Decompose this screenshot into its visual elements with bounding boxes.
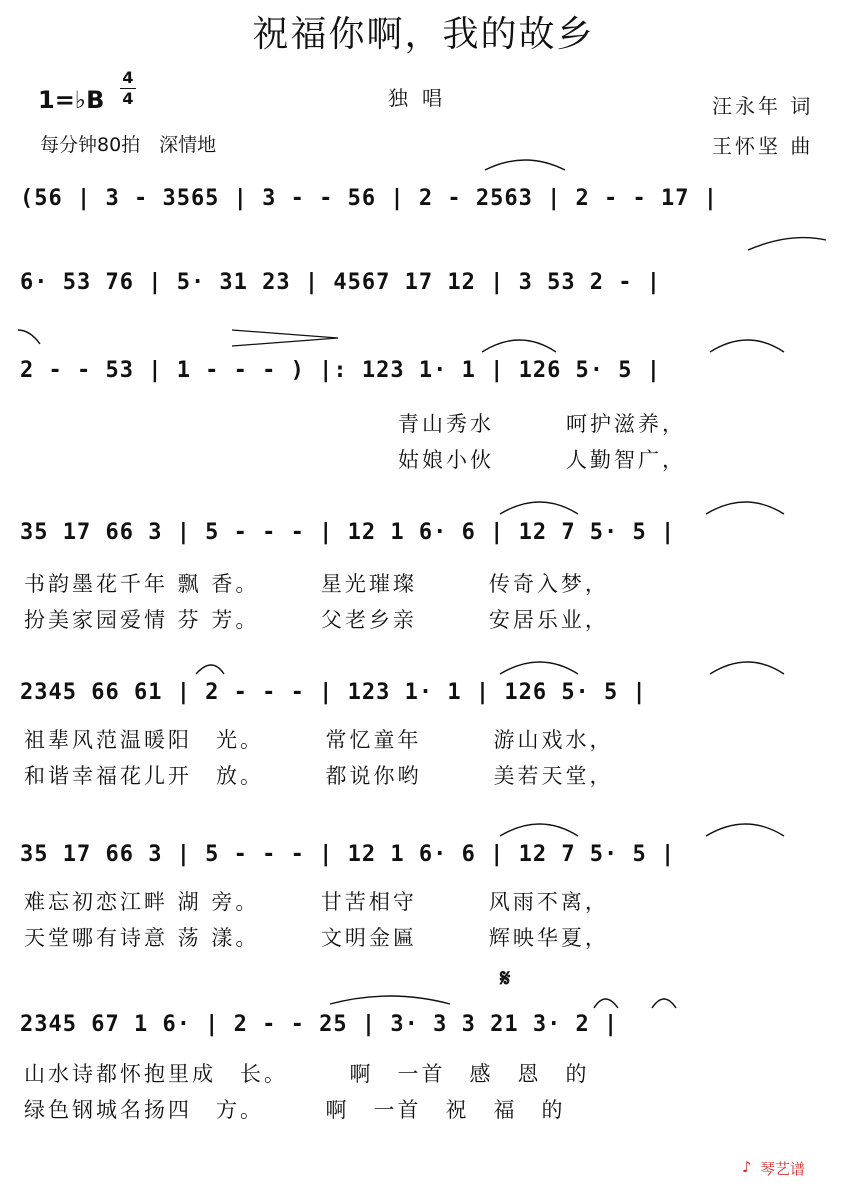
slur-line5-a [196, 665, 224, 674]
tie-line3-a [482, 340, 556, 352]
score-line-7-lyrics-verse-2: 绿色钢城名扬四 方。 啊 一首 祝 福 的 [24, 1098, 566, 1122]
tie-line6-b [706, 824, 784, 836]
tie-line5-b [500, 662, 578, 674]
tie-line3-b [710, 340, 784, 352]
score-line-3-lyrics-verse-1: 青山秀水 呵护滋养， [398, 412, 686, 436]
meter-top: 4 [122, 68, 134, 87]
hairpin-line3 [232, 330, 338, 346]
tempo-expression: 每分钟80拍 深情地 [40, 134, 217, 156]
tie-line7-a [330, 996, 450, 1004]
score-line-6-lyrics-verse-1: 难忘初恋江畔 湖 旁。 甘苦相守 风雨不离， [24, 890, 609, 914]
score-line-5-notes: 2345 66 61 | 2 - - - | 123 1· 1 | 126 5· 5 | [20, 680, 647, 705]
score-line-2-notes: 6· 53 76 | 5· 31 23 | 4567 17 12 | 3 53 2 - | [20, 270, 662, 295]
segno-sign: 𝄋 [500, 964, 511, 992]
slur-line1 [485, 160, 565, 170]
score-line-5-lyrics-verse-2: 和谐幸福花儿开 放。 都说你哟 美若天堂， [24, 764, 614, 788]
song-title: 祝福你啊，我的故乡 [252, 14, 595, 55]
slur-line7-b [594, 999, 618, 1008]
lyricist-credit: 汪永年 词 [712, 94, 814, 118]
tie-line4-a [500, 502, 578, 514]
score-line-5-lyrics-verse-1: 祖辈风范温暖阳 光。 常忆童年 游山戏水， [24, 728, 614, 752]
score-line-6-lyrics-verse-2: 天堂哪有诗意 荡 漾。 文明金匾 辉映华夏， [24, 926, 609, 950]
slur-line7-c [652, 999, 676, 1008]
score-line-1-notes: (56 | 3 - 3565 | 3 - - 56 | 2 - 2563 | 2 - - 17 | [20, 186, 719, 211]
tie-line4-b [706, 502, 784, 514]
score-line-4-notes: 35 17 66 3 | 5 - - - | 12 1 6· 6 | 12 7 5· 5 | [20, 520, 676, 545]
tie-line5-c [710, 662, 784, 674]
score-line-7-notes: 2345 67 1 6· | 2 - - 25 | 3· 3 3 21 3· 2 | [20, 1012, 619, 1037]
score-line-4-lyrics-verse-1: 书韵墨花千年 飘 香。 星光璀璨 传奇入梦， [24, 572, 609, 596]
slur-line3-start [18, 330, 40, 344]
slur-line2-end [748, 238, 826, 250]
score-line-3-lyrics-verse-2: 姑娘小伙 人勤智广， [398, 448, 686, 472]
watermark-logo-icon: ♪ [742, 1158, 752, 1176]
composer-credit: 王怀坚 曲 [712, 134, 814, 158]
performance-type: 独唱 [388, 86, 456, 110]
score-line-7-lyrics-verse-1: 山水诗都怀抱里成 长。 啊 一首 感 恩 的 [24, 1062, 590, 1086]
score-line-4-lyrics-verse-2: 扮美家园爱情 芬 芳。 父老乡亲 安居乐业， [24, 608, 609, 632]
score-line-3-notes: 2 - - 53 | 1 - - - ) |: 123 1· 1 | 126 5· 5 | [20, 358, 662, 383]
watermark: 琴艺谱 [760, 1161, 806, 1178]
tie-line6-a [500, 824, 578, 836]
score-line-6-notes: 35 17 66 3 | 5 - - - | 12 1 6· 6 | 12 7 5· 5 | [20, 842, 676, 867]
key-signature: 1=♭B [38, 86, 105, 114]
meter-bottom: 4 [122, 89, 134, 108]
